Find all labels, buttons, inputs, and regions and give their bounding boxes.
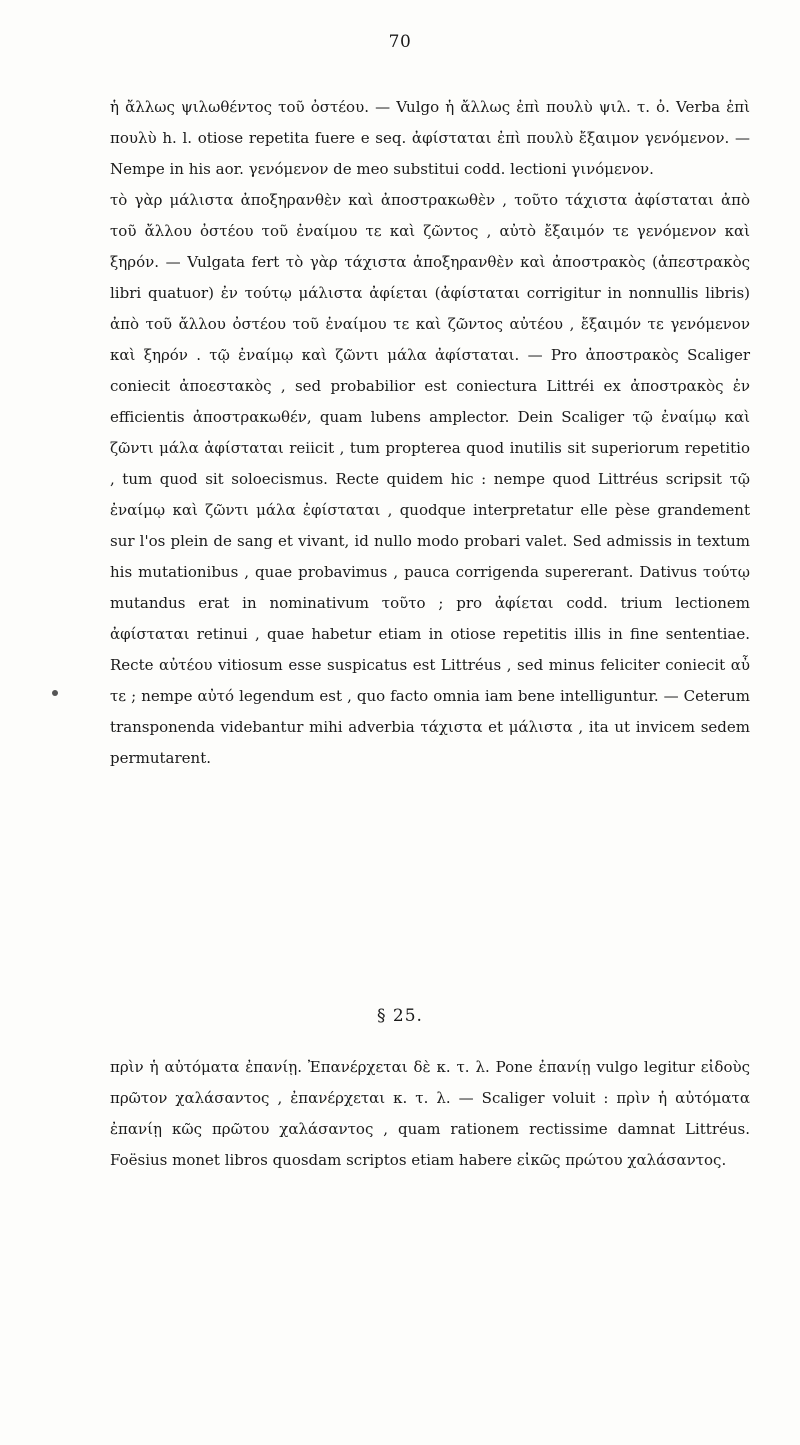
commentary-body — [110, 92, 750, 774]
page-number: 70 — [388, 32, 412, 52]
margin-mark — [52, 690, 58, 696]
paragraph-2: τὸ γὰρ μάλιστα ἀποξηρανθὲν καὶ ἀποστρακωθὲν , τοῦτο τάχιστα ἀφίσταται ἀπὸ τοῦ ἄλλου ὀστέου τοῦ ἐναίμου τε καὶ ζῶντος , αὐτὸ ἔξαιμόν τε γενόμενον καὶ ξηρόν. — Vulgata fert τὸ γὰρ τάχιστα ἀποξηρανθὲν καὶ ἀποστρακὸς (ἀπεστρακὸς libri quatuor) ἐν τούτῳ μάλιστα ἀφίεται (ἀφίσταται corrigitur in nonnullis libris) ἀπὸ τοῦ ἄλλου ὀστέου τοῦ ἐναίμου τε καὶ ζῶντος αὐτέου , ἔξαιμόν τε γενόμενον καὶ ξηρόν . τῷ ἐναίμῳ καὶ ζῶντι μάλα ἀφίσταται. — Pro ἀποστρακὸς Scaliger coniecit ἀποεστακὸς , sed probabilior est coniectura Littréi ex ἀποστρακὸς ἐν efficientis ἀποστρακωθέν, quam lubens amplector. Dein Scaliger τῷ ἐναίμῳ καὶ ζῶντι μάλα ἀφίσταται reiicit , tum propterea quod inutilis sit superiorum repetitio , tum quod sit soloecismus. Recte quidem hic : nempe quod Littréus scripsit τῷ ἐναίμῳ καὶ ζῶντι μάλα ἐφίσταται , quodque interpretatur elle pèse grandement sur l'os plein de sang et vivant, id nullo modo probari valet. Sed admissis in textum his mutationibus , quae probavimus , pauca corrigenda supererant. Dativus τούτῳ mutandus erat in nominativum τοῦτο ; pro ἀφίεται codd. trium lectionem ἀφίσταται retinui , quae habetur etiam in otiose repetitis illis in fine sententiae. Recte αὐτέου vitiosum esse suspicatus est Littréus , sed minus feliciter coniecit αὖ τε ; nempe αὐτό legendum est , quo facto omnia iam bene intelliguntur. — Ceterum transponenda videbantur mihi adverbia τάχιστα et μάλιστα , ita ut invicem sedem permutarent. — [110, 191, 750, 767]
section-body — [110, 1052, 750, 1176]
section-paragraph: πρὶν ἡ αὐτόματα ἐπανίῃ. Ἐπανέρχεται δὲ κ. τ. λ. Pone ἐπανίῃ vulgo legitur εἰδοὺς πρῶτον χαλάσαντος , ἐπανέρχεται κ. τ. λ. — Scaliger voluit : πρὶν ἡ αὐτόματα ἐπανίῃ κῶς πρῶτου χαλάσαντος , quam rationem rectissime damnat Littréus. Foësius monet libros quosdam scriptos etiam habere εἰκῶς πρώτου χαλάσαντος. — [110, 1058, 750, 1169]
paragraph-1: ἡ ἄλλως ψιλωθέντος τοῦ ὀστέου. — Vulgo ἡ ἄλλως ἐπὶ πουλὺ ψιλ. τ. ὀ. Verba ἐπὶ πουλὺ h. l. otiose repetita fuere e seq. ἀφίσταται ἐπὶ πουλὺ ἔξαιμον γενόμενον. — Nempe in his aor. γενόμενον de meo substitui codd. lectioni γινόμενον. — [110, 98, 750, 178]
section-heading: § 25. — [377, 1006, 423, 1026]
